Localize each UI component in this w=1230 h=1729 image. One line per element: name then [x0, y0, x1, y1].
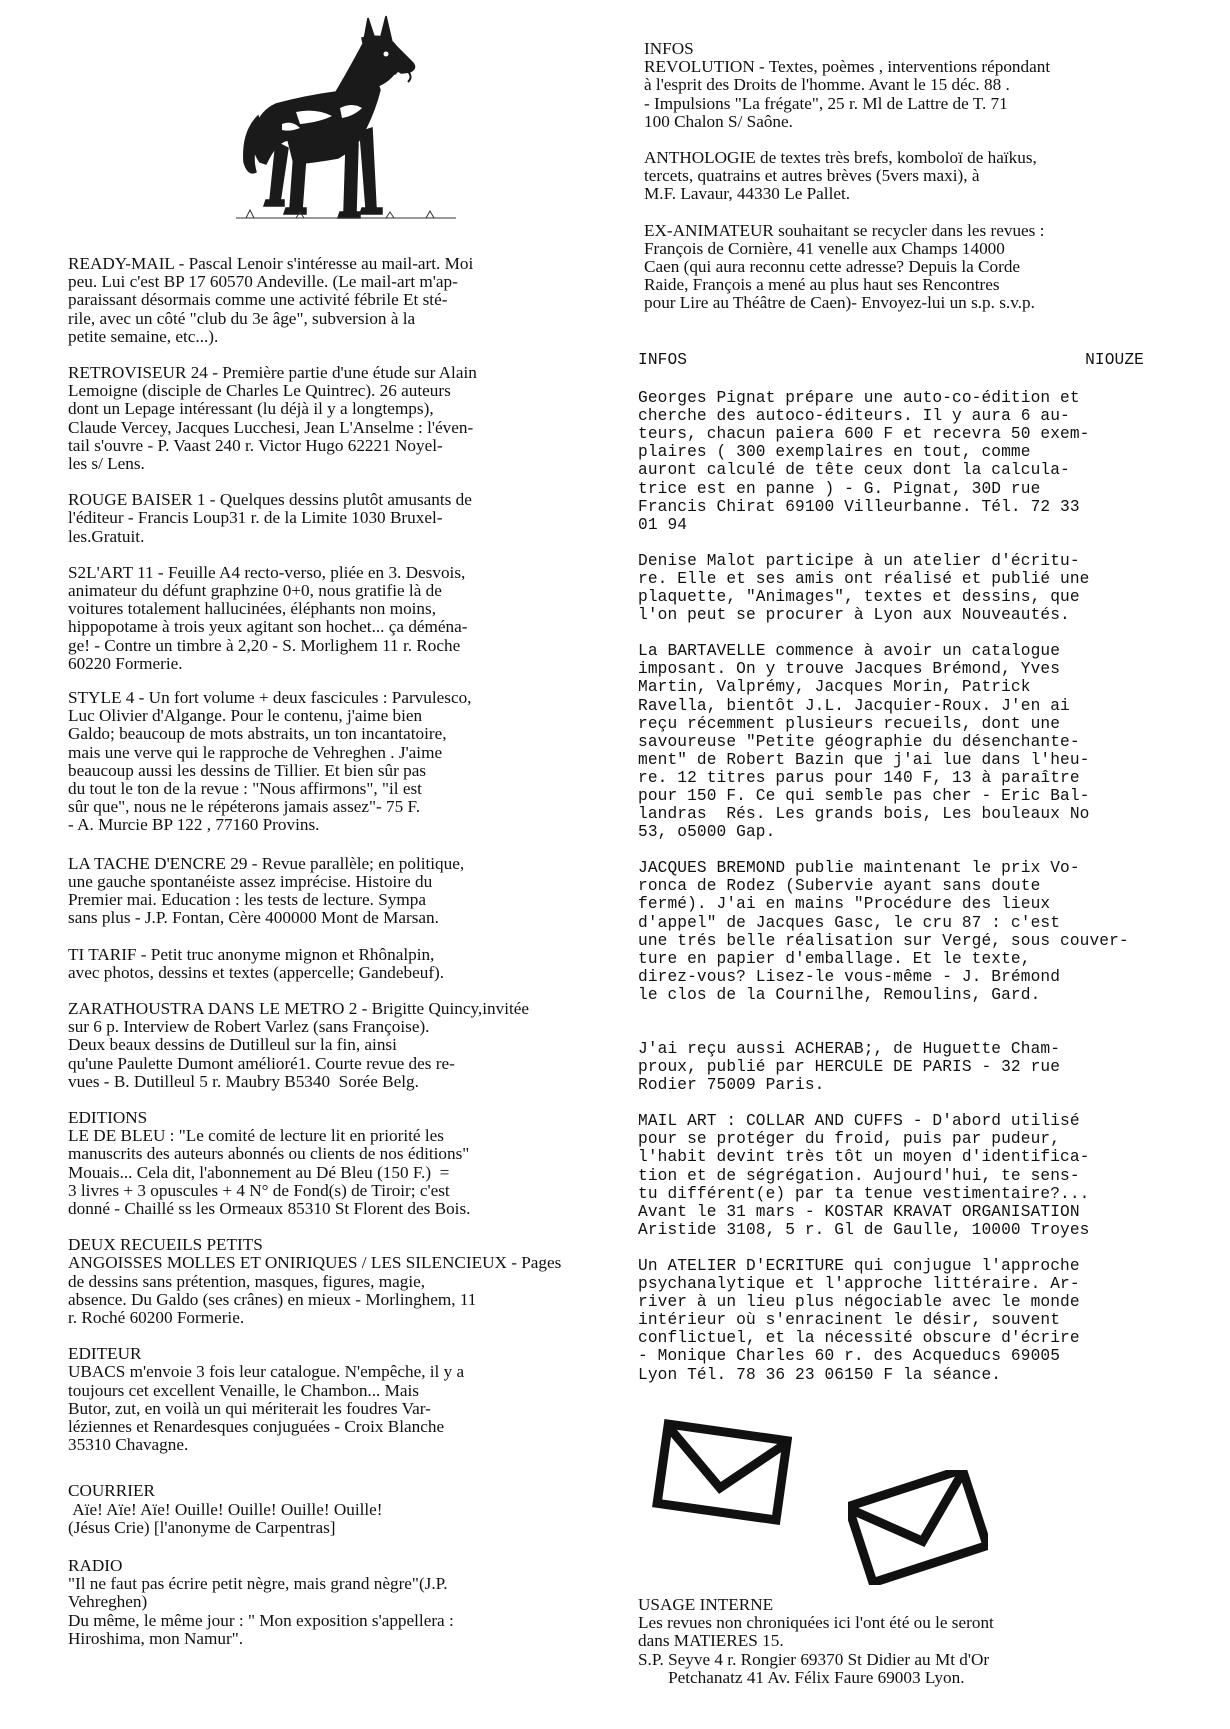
usage-interne	[638, 1596, 1198, 1687]
section-deux-recueils: DEUX RECUEILS PETITS ANGOISSES MOLLES ET ONIRIQUES / LES SILENCIEUX - Pages de dessins sans prétention, masques, figures, magie, absence. Du Galdo (ses crânes) en mieux - Morlinghem, 11 r. Roché 60200 Formerie.	[68, 1235, 562, 1327]
section-radio: RADIO "Il ne faut pas écrire petit nègre, mais grand nègre"(J.P. Vehreghen) Du même, le même jour : " Mon exposition s'appellera : Hiroshima, mon Namur".	[68, 1555, 454, 1648]
review-s2l-art: S2L'ART 11 - Feuille A4 recto-verso, pliée en 3. Desvois, animateur du défunt graphzine 0+0, nous gratifie là de voitures totalement hallucinées, éléphants non moins, hippopotame à trois yeux agitant son hochet... ça déména- ge! - Contre un timbre à 2,20 - S. Morlighem 11 r. Roche 60220 Formerie.	[68, 562, 468, 673]
section-courrier: COURRIER Aïe! Aïe! Aïe! Ouille! Ouille! Ouille! Ouille! (Jésus Crie) [l'anonyme de Carpentras]	[68, 1481, 383, 1537]
news-bremond: JACQUES BREMOND publie maintenant le prix Vo- ronca de Rodez (Subervie ayant sans doute fermé). J'ai en mains "Procédure des lieux d'appel" de Jacques Gasc, le cru 87 : c'est une trés belle réalisation sur Vergé, sous couver- ture en papier d'emballage. Et le texte, direz-vous? Lisez-le vous-même - J. Brémond le clos de la Cournilhe, Remoulins, Gard.	[638, 859, 1129, 1004]
niouze-heading: NIOUZE	[1085, 351, 1144, 369]
infos-ex-animateur: EX-ANIMATEUR souhaitant se recycler dans les revues : François de Cornière, 41 venelle aux Champs 14000 Caen (qui aura reconnu cette adresse? Depuis la Corde Raide, François a mené au plus haut ses Rencontres pour Lire au Théâtre de Caen)- Envoyez-lui un s.p. s.v.p.	[644, 220, 1045, 313]
review-ready-mail: READY-MAIL - Pascal Lenoir s'intéresse au mail-art. Moi peu. Lui c'est BP 17 60570 Andeville. (Le mail-art m'ap- paraissant désormais comme une activité fébrile Et sté- rile, avec un côté "club du 3e âge", subversion à la petite semaine, etc...).	[68, 254, 474, 346]
news-pignat: Georges Pignat prépare une auto-co-édition et cherche des autoco-éditeurs. Il y aura 6 au- teurs, chacun paiera 600 F et recevra 50 exem- plaires ( 300 exemplaires en tout, comme auront calculé de tête ceux dont la calcula- trice est en panne ) - G. Pignat, 30D rue Francis Chirat 69100 Villeurbanne. Tél. 72 33 01 94	[638, 389, 1090, 534]
review-zarathoustra: ZARATHOUSTRA DANS LE METRO 2 - Brigitte Quincy,invitée sur 6 p. Interview de Robert Varlez (sans Françoise). Deux beaux dessins de Dutilleul sur la fin, ainsi qu'une Paulette Dumont amélioré1. Courte revue des re- vues - B. Dutilleul 5 r. Maubry B5340 Sorée Belg.	[68, 998, 530, 1091]
review-rouge-baiser: ROUGE BAISER 1 - Quelques dessins plutôt amusants de l'éditeur - Francis Loup31 r. de la Limite 1030 Bruxel- les.Gratuit.	[68, 490, 472, 546]
right-middle-column	[638, 351, 1144, 1384]
infos-anthologie: ANTHOLOGIE de textes très brefs, komboloï de haïkus, tercets, quatrains et autres brèves (5vers maxi), à M.F. Lavaur, 44330 Le Pallet.	[644, 148, 1037, 204]
infos-niouze-header	[638, 351, 1144, 369]
envelope-icon	[652, 1418, 792, 1528]
news-bartavelle: La BARTAVELLE commence à avoir un catalogue imposant. On y trouve Jacques Brémond, Yves Martin, Valprémy, Jacques Morin, Patrick Ravella, bientôt J.L. Jacquier-Roux. J'en ai reçu récemment plusieurs recueils, dont une savoureuse "Petite géographie du désenchante- ment" de Robert Bazin que j'ai lue dans l'heu- re. 12 titres parus pour 140 F, 13 à paraître pour 150 F. Ce qui semble pas cher - Eric Bal- landras Rés. Les grands bois, Les bouleaux No 53, o5000 Gap.	[638, 642, 1090, 842]
left-column	[68, 255, 598, 1648]
usage-interne-text: USAGE INTERNE Les revues non chroniquées ici l'ont été ou le seront dans MATIERES 15. S.P. Seyve 4 r. Rongier 69370 St Didier au Mt d'Or Petchanatz 41 Av. Félix Faure 69003 Lyon.	[638, 1595, 994, 1687]
dog-illustration	[236, 12, 456, 237]
news-acherab: J'ai reçu aussi ACHERAB;, de Huguette Cham- proux, publié par HERCULE DE PARIS - 32 rue Rodier 75009 Paris.	[638, 1040, 1061, 1095]
news-mail-art: MAIL ART : COLLAR AND CUFFS - D'abord utilisé pour se protéger du froid, puis par pudeur, l'habit devint très tôt un moyen d'identifica- tion et de ségrégation. Aujourd'hui, te sens- tu différent(e) par ta tenue vestimentaire?... Avant le 31 mars - KOSTAR KRAVAT ORGANISATION Aristide 3108, 5 r. Gl de Gaulle, 10000 Troyes	[638, 1112, 1090, 1239]
review-tache-encre: LA TACHE D'ENCRE 29 - Revue parallèle; en politique, une gauche spontanéiste assez imprécise. Histoire du Premier mai. Education : les tests de lecture. Sympa sans plus - J.P. Fontan, Cère 400000 Mont de Marsan.	[68, 853, 465, 928]
review-ti-tarif: TI TARIF - Petit truc anonyme mignon et Rhônalpin, avec photos, dessins et textes (appercelle; Gandebeuf).	[68, 944, 445, 982]
infos-heading: INFOS	[638, 351, 688, 369]
news-malot: Denise Malot participe à un atelier d'écritu- re. Elle et ses amis ont réalisé et publié une plaquette, "Animages", textes et dessins, que l'on peut se procurer à Lyon aux Nouveautés.	[638, 551, 1090, 625]
section-editions: EDITIONS LE DE BLEU : "Le comité de lecture lit en priorité les manuscrits des auteurs abonnés ou clients de nos éditions" Mouais... Cela dit, l'abonnement au Dé Bleu (150 F.) = 3 livres + 3 opuscules + 4 N° de Fond(s) de Tiroir; c'est donné - Chaillé ss les Ormeaux 85310 St Florent des Bois.	[68, 1107, 471, 1218]
review-retroviseur: RETROVISEUR 24 - Première partie d'une étude sur Alain Lemoigne (disciple de Charles Le Quintrec). 26 auteurs dont un Lepage intéressant (lu déjà il y a longtemps), Claude Vercey, Jacques Lucchesi, Jean L'Anselme : l'éven- tail s'ouvre - P. Vaast 240 r. Victor Hugo 62221 Noyel- les s/ Lens.	[68, 363, 477, 474]
review-style: STYLE 4 - Un fort volume + deux fascicules : Parvulesco, Luc Olivier d'Algange. Pour le contenu, j'aime bien Galdo; beaucoup de mots abstraits, un ton incantatoire, mais une verve qui le rapproche de Vehreghen . J'aime beaucoup aussi les dessins de Tillier. Et bien sûr pas du tout le ton de la revue : "Nous affirmons", "il est sûr que", nous ne le répéterons jamais assez"- 75 F. - A. Murcie BP 122 , 77160 Provins.	[68, 688, 472, 835]
infos-revolution: INFOS REVOLUTION - Textes, poèmes , interventions répondant à l'esprit des Droits de l'homme. Avant le 15 déc. 88 . - Impulsions "La frégate", 25 r. Ml de Lattre de T. 71 100 Chalon S/ Saône.	[644, 39, 1051, 131]
news-atelier: Un ATELIER D'ECRITURE qui conjugue l'approche psychanalytique et l'approche littéraire. Ar- river à un lieu plus négociable avec le monde intérieur où s'enracinent le désir, souvent conflictuel, et la nécessité obscure d'écrire - Monique Charles 60 r. des Acqueducs 69005 Lyon Tél. 78 36 23 06150 F la séance.	[638, 1256, 1080, 1384]
section-editeur: EDITEUR UBACS m'envoie 3 fois leur catalogue. N'empêche, il y a toujours cet excellent Venaille, le Chambon... Mais Butor, zut, en voilà un qui mériterait les foudres Var- léziennes et Renardesques conjuguées - Croix Blanche 35310 Chavagne.	[68, 1344, 465, 1455]
right-top-column	[644, 40, 1184, 313]
envelope-icon	[848, 1470, 988, 1585]
